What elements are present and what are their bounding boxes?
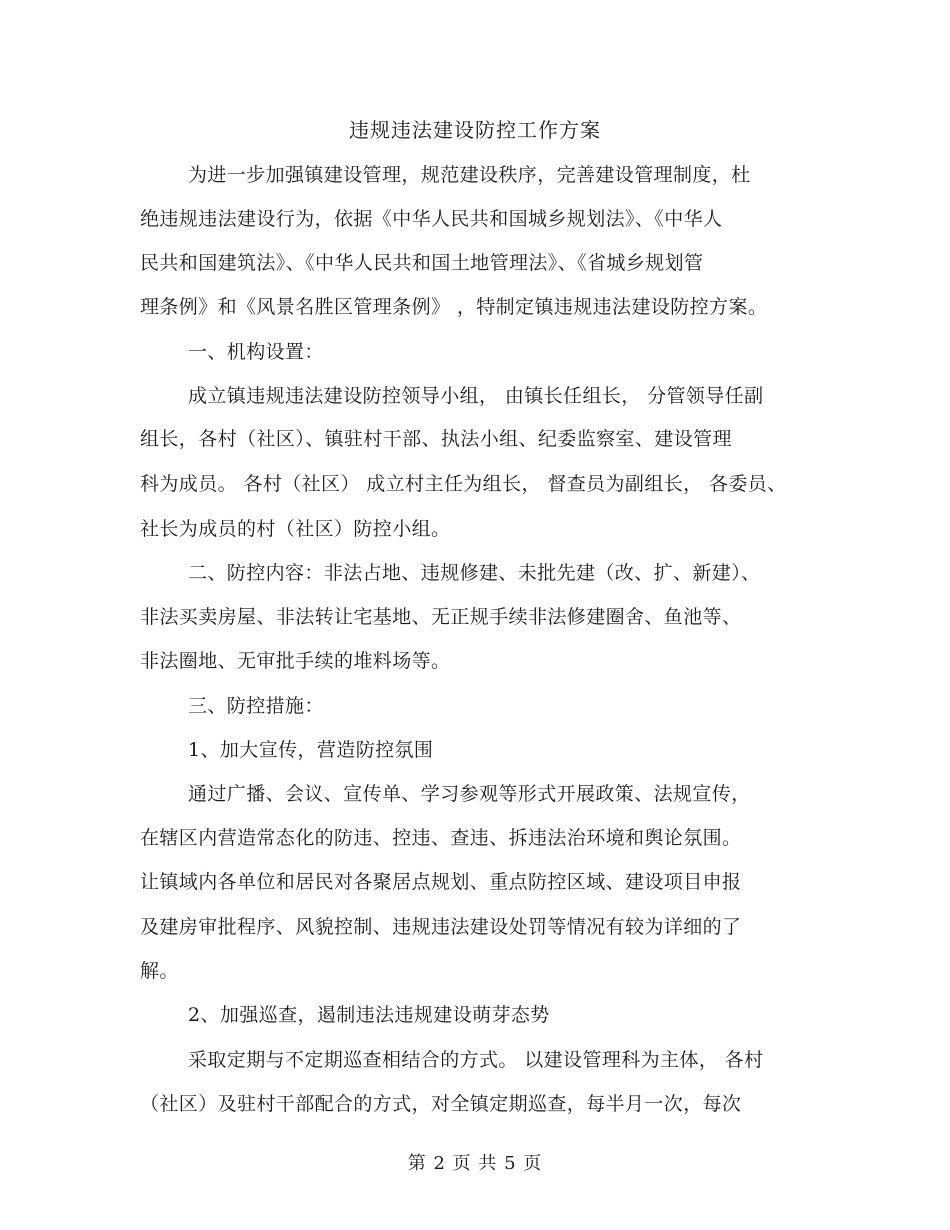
body-line: 让镇域内各单位和居民对各聚居点规划、重点防控区域、建设项目申报 bbox=[140, 871, 742, 893]
subsection-heading: 2、加强巡查，遏制违法违规建设萌芽态势 bbox=[188, 1004, 550, 1026]
body-line: 民共和国建筑法》、《中华人民共和国土地管理法》、《省城乡规划管 bbox=[140, 252, 704, 274]
section-heading: 三、防控措施： bbox=[188, 695, 324, 717]
body-line: 非法买卖房屋、非法转让宅基地、无正规手续非法修建圈舍、鱼池等、 bbox=[140, 606, 742, 628]
section-heading: 一、机构设置： bbox=[188, 341, 324, 363]
subsection-heading: 1、加大宣传，营造防控氛围 bbox=[188, 739, 434, 761]
body-line: 成立镇违规违法建设防控领导小组， 由镇长任组长， 分管领导任副 bbox=[188, 385, 764, 407]
body-line: 在辖区内营造常态化的防违、控违、查违、拆违法治环境和舆论氛围。 bbox=[140, 827, 742, 849]
body-line: 组长，各村（社区）、镇驻村干部、执法小组、纪委监察室、建设管理 bbox=[140, 428, 732, 450]
body-line: 科为成员。 各村（社区） 成立村主任为组长， 督查员为副组长， 各委员、 bbox=[140, 473, 787, 495]
body-line: 为进一步加强镇建设管理，规范建设秩序，完善建设管理制度，杜 bbox=[188, 164, 751, 186]
body-line: 绝违规违法建设行为，依据《中华人民共和国城乡规划法》、《中华人 bbox=[140, 208, 723, 230]
page-number-footer: 第 2 页 共 5 页 bbox=[407, 1153, 543, 1174]
section-heading: 二、防控内容：非法占地、违规修建、未批先建（改、扩、新建）、 bbox=[188, 562, 761, 584]
document-title: 违规违法建设防控工作方案 bbox=[349, 118, 601, 142]
body-line: 通过广播、会议、宣传单、学习参观等形式开展政策、法规宣传， bbox=[188, 783, 751, 805]
body-line: 社长为成员的村（社区）防控小组。 bbox=[140, 518, 451, 540]
body-line: 采取定期与不定期巡查相结合的方式。 以建设管理科为主体， 各村 bbox=[188, 1049, 764, 1071]
body-line: 及建房审批程序、风貌控制、违规违法建设处罚等情况有较为详细的了 bbox=[140, 916, 742, 938]
body-line: 理条例》和《风景名胜区管理条例》 ，特制定镇违规违法建设防控方案。 bbox=[140, 296, 768, 318]
body-line: （社区）及驻村干部配合的方式，对全镇定期巡查，每半月一次，每次 bbox=[140, 1093, 742, 1115]
body-line: 解。 bbox=[140, 960, 179, 982]
body-line: 非法圈地、无审批手续的堆料场等。 bbox=[140, 650, 451, 672]
